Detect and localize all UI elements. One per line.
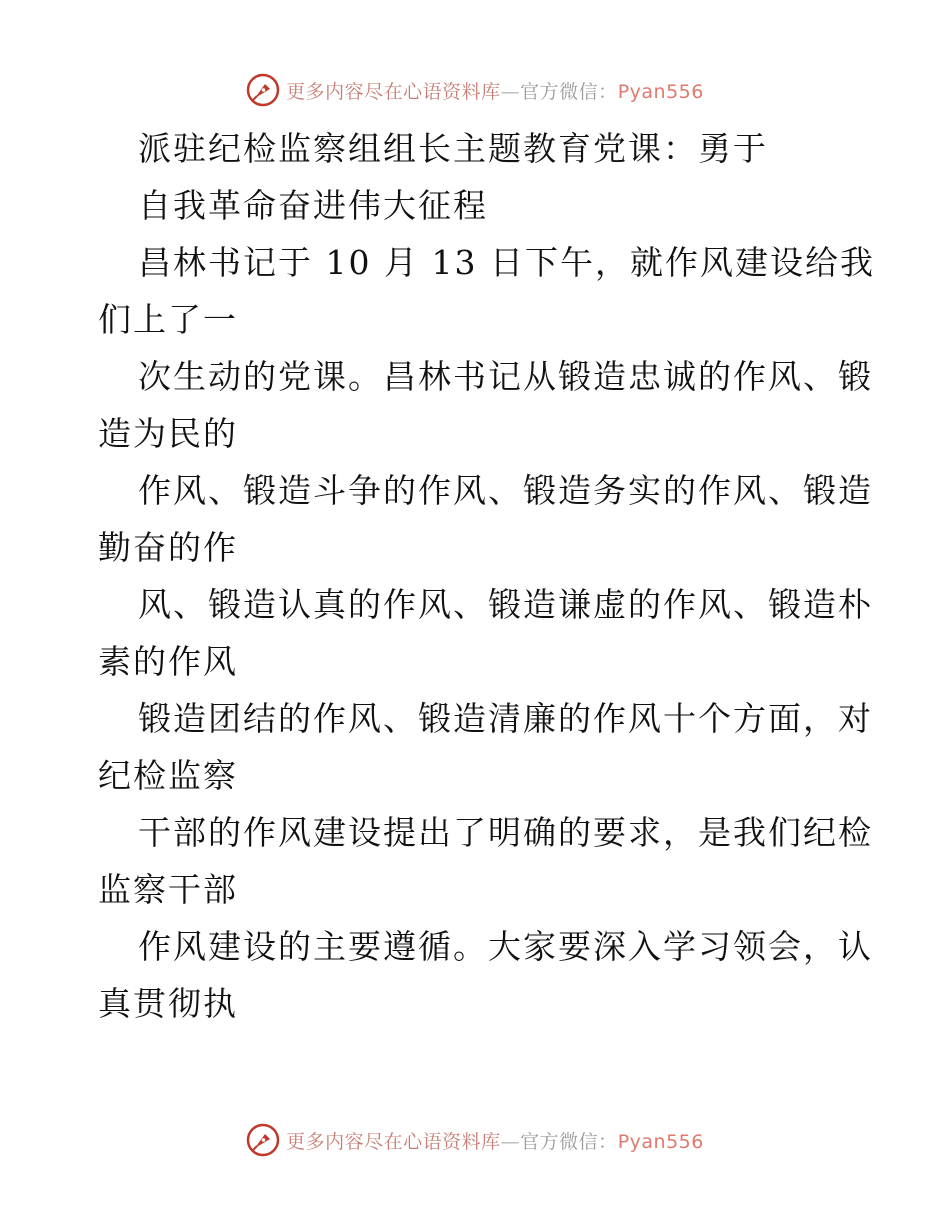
- paragraph-line: 真贯彻执: [98, 984, 238, 1023]
- doc-title-line-1: 派驻纪检监察组组长主题教育党课：勇于: [138, 129, 768, 168]
- header-watermark-banner: [0, 70, 950, 110]
- footer-watermark-banner: [0, 1120, 950, 1160]
- paragraph-line: 纪检监察: [98, 756, 238, 795]
- watermark-separator: —: [500, 1130, 521, 1153]
- paragraph-line: 勤奋的作: [98, 528, 238, 567]
- paragraph-line: 作风建设的主要遵循。大家要深入学习领会，认: [138, 927, 873, 966]
- watermark-text: [286, 77, 704, 104]
- document-body: [98, 120, 875, 1032]
- doc-title-line-2: 自我革命奋进伟大征程: [138, 186, 488, 225]
- paragraph-line: 作风、锻造斗争的作风、锻造务实的作风、锻造: [138, 471, 873, 510]
- watermark-wechat-id: Pyan556: [617, 1130, 704, 1153]
- pen-nib-logo-icon: [246, 1123, 280, 1157]
- watermark-wechat-id: Pyan556: [617, 80, 704, 103]
- paragraph-line: 干部的作风建设提出了明确的要求，是我们纪检: [138, 813, 873, 852]
- watermark-wechat-label: 官方微信：: [520, 80, 618, 103]
- watermark-separator: —: [500, 80, 521, 103]
- paragraph-line: 们上了一: [98, 300, 238, 339]
- watermark-site-text: 更多内容尽在心语资料库: [286, 1130, 501, 1153]
- paragraph-line: 造为民的: [98, 414, 238, 453]
- paragraph-line: 风、锻造认真的作风、锻造谦虚的作风、锻造朴: [138, 585, 873, 624]
- paragraph-line: 昌林书记于 10 月 13 日下午，就作风建设给我: [138, 243, 875, 282]
- watermark-text: [286, 1127, 704, 1154]
- watermark-wechat-label: 官方微信：: [520, 1130, 618, 1153]
- paragraph-line: 次生动的党课。昌林书记从锻造忠诚的作风、锻: [138, 357, 873, 396]
- paragraph-line: 锻造团结的作风、锻造清廉的作风十个方面，对: [138, 699, 873, 738]
- paragraph-line: 监察干部: [98, 870, 238, 909]
- watermark-site-text: 更多内容尽在心语资料库: [286, 80, 501, 103]
- paragraph-line: 素的作风: [98, 642, 238, 681]
- pen-nib-logo-icon: [246, 73, 280, 107]
